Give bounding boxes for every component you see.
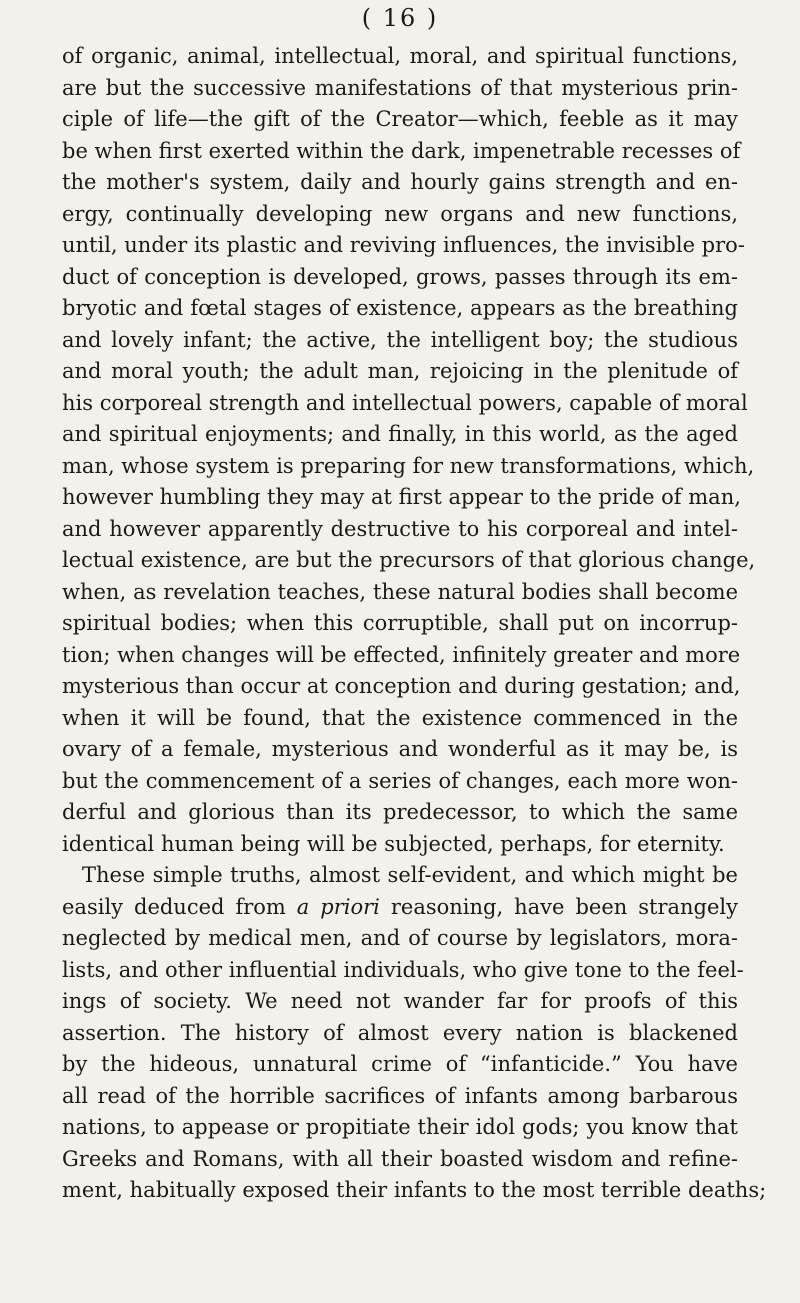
text-line: ovary of a female, mysterious and wonderful as it may be, is: [62, 737, 738, 761]
text-line: nations, to appease or propitiate their idol gods; you know that: [62, 1115, 738, 1139]
text-line: of organic, animal, intellectual, moral, and spiritual functions,: [62, 44, 738, 68]
text-line: ment, habitually exposed their infants to the most terrible deaths;: [62, 1178, 767, 1202]
text-line: tion; when changes will be effected, infinitely greater and more: [62, 642, 741, 667]
text-line: are but the successive manifestations of that mysterious prin-: [62, 75, 738, 100]
text-line: lists, and other influential individuals, who give tone to the feel-: [62, 957, 744, 982]
text-line: lectual existence, are but the precursors of that glorious change,: [62, 548, 756, 572]
text-line: duct of conception is developed, grows, passes through its em-: [62, 264, 738, 289]
text-line: and however apparently destructive to his corporeal and intel-: [62, 516, 738, 541]
text-line: when it will be found, that the existence commenced in the: [62, 705, 738, 730]
text-line: however humbling they may at first appear to the pride of man,: [62, 485, 741, 509]
text-line: when, as revelation teaches, these natural bodies shall become: [62, 579, 738, 604]
text-line: and moral youth; the adult man, rejoicing in the plenitude of: [62, 359, 738, 383]
text-line: assertion. The history of almost every nation is blackened: [62, 1020, 738, 1045]
text-line: Greeks and Romans, with all their boasted wisdom and refine-: [62, 1146, 738, 1171]
paragraph-start-line: These simple truths, almost self-evident, and which might be: [82, 863, 738, 887]
text-line: the mother's system, daily and hourly gains strength and en-: [62, 170, 738, 194]
text-line: identical human being will be subjected, perhaps, for eternity.: [62, 831, 725, 856]
text-line: until, under its plastic and reviving influences, the invisible pro-: [62, 233, 745, 257]
text-line: but the commencement of a series of changes, each more won-: [62, 768, 738, 793]
text-line: ergy, continually developing new organs and new functions,: [62, 201, 738, 226]
text-line: man, whose system is preparing for new transformations, which,: [62, 453, 755, 478]
latin-phrase: a priori: [296, 894, 380, 919]
text-line: mysterious than occur at conception and during gestation; and,: [62, 674, 741, 698]
text-line: derful and glorious than its predecessor, to which the same: [62, 800, 738, 824]
text-line: neglected by medical men, and of course by legislators, mora-: [62, 926, 738, 950]
text-line: and spiritual enjoyments; and finally, in this world, as the aged: [62, 422, 738, 446]
text-line: all read of the horrible sacrifices of infants among barbarous: [62, 1083, 738, 1108]
page-number: ( 16 ): [361, 4, 439, 32]
text-line: ings of society. We need not wander far for proofs of this: [62, 989, 738, 1013]
text-line: and lovely infant; the active, the intelligent boy; the studious: [62, 327, 738, 352]
text-line: by the hideous, unnatural crime of “infanticide.” You have: [62, 1052, 738, 1076]
text-line: be when first exerted within the dark, impenetrable recesses of: [62, 138, 741, 163]
text-line: spiritual bodies; when this corruptible, shall put on incorrup-: [62, 611, 738, 635]
text-line: ciple of life—the gift of the Creator—which, feeble as it may: [62, 107, 738, 131]
text-line: his corporeal strength and intellectual powers, capable of moral: [62, 390, 748, 415]
text-line: bryotic and fœtal stages of existence, appears as the breathing: [62, 296, 738, 320]
body-text: [62, 41, 767, 1207]
text-line: easily deduced from a priori reasoning, have been strangely: [62, 894, 738, 919]
